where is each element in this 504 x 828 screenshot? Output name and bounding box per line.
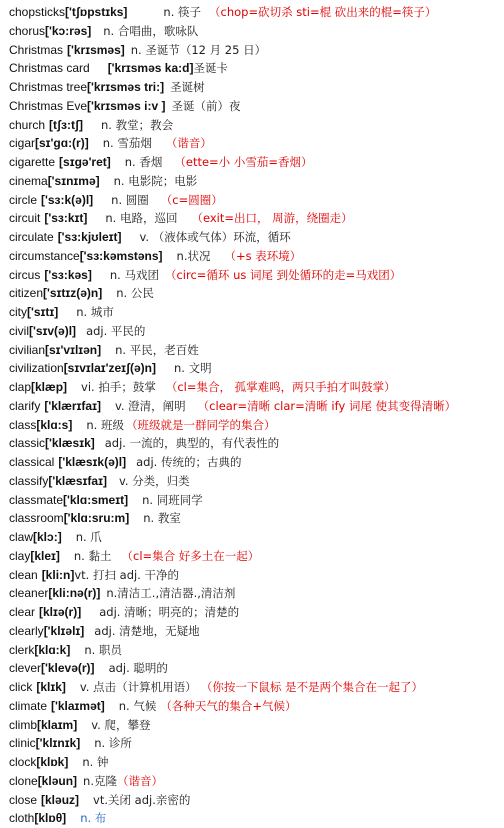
vocab-entry bbox=[9, 772, 504, 791]
vocab-entry bbox=[9, 322, 504, 341]
vocab-entry bbox=[9, 134, 504, 153]
entry-mnemonic-note: （clear=清晰 clar=清晰 ify 词尾 使其变得清晰） bbox=[197, 398, 457, 413]
entry-mnemonic-note: （ette=小 小雪茄=香烟） bbox=[174, 155, 313, 169]
entry-phonetic: ['sɪv(ə)l] bbox=[29, 323, 77, 338]
entry-word: classical bbox=[9, 455, 55, 469]
entry-definition: n.克隆 bbox=[83, 773, 117, 788]
entry-definition: v. 分类，归类 bbox=[118, 473, 190, 488]
entry-word: claw bbox=[9, 530, 34, 544]
entry-phonetic: [klɒk] bbox=[36, 755, 69, 769]
vocab-entry bbox=[9, 284, 504, 303]
entry-definition: n. 班级 bbox=[86, 417, 124, 432]
entry-mnemonic-note: （cl=集合 好多土在一起） bbox=[121, 548, 260, 563]
vocab-entry bbox=[9, 359, 504, 378]
entry-phonetic: [klaɪm] bbox=[37, 717, 78, 732]
entry-word: climb bbox=[9, 717, 38, 732]
entry-phonetic: ['tʃɒpstɪks] bbox=[65, 5, 128, 19]
vocab-entry bbox=[9, 641, 504, 660]
entry-phonetic: ['sɜ:k(ə)l] bbox=[41, 192, 94, 207]
entry-word: circulate bbox=[9, 230, 54, 244]
entry-word: Christmas card bbox=[9, 61, 90, 76]
vocab-entry bbox=[9, 791, 504, 810]
entry-mnemonic-note: （circ=循环 us 词尾 到处循环的走=马戏团） bbox=[164, 267, 402, 282]
entry-phonetic: ['klɪnɪk] bbox=[35, 736, 81, 751]
vocab-entry bbox=[9, 584, 504, 603]
entry-word: climate bbox=[9, 698, 48, 713]
vocab-entry bbox=[9, 78, 504, 97]
entry-phonetic: [tʃɜ:tʃ] bbox=[49, 117, 83, 132]
entry-definition: 圣诞（前）夜 bbox=[171, 98, 241, 113]
entry-definition: n.清洁工.,清洁器.,清洁剂 bbox=[106, 586, 236, 601]
entry-phonetic: ['krɪsməs i:v ] bbox=[87, 98, 166, 113]
vocab-entry bbox=[9, 753, 504, 772]
entry-definition: n. 文明 bbox=[174, 361, 212, 376]
entry-phonetic: [kləuz] bbox=[41, 792, 80, 807]
entry-definition: n. 圆圈 bbox=[111, 192, 149, 207]
entry-word: clearly bbox=[9, 623, 44, 638]
entry-word: civil bbox=[9, 323, 29, 338]
entry-phonetic: [klɑ:k] bbox=[34, 642, 71, 657]
entry-word: clinic bbox=[9, 736, 36, 751]
entry-word: citizen bbox=[9, 286, 44, 301]
vocab-entry bbox=[9, 809, 504, 828]
entry-mnemonic-note: （你按一下鼠标 是不是两个集合在一起了） bbox=[206, 680, 424, 694]
entry-definition: n. 电影院；电影 bbox=[113, 173, 198, 188]
vocab-entry bbox=[9, 603, 504, 622]
vocab-entry bbox=[9, 191, 504, 210]
entry-phonetic: [klɔ:] bbox=[33, 530, 62, 544]
entry-mnemonic-note: （各种天气的集合+气候） bbox=[160, 698, 297, 713]
entry-definition: vt.关闭 adj.亲密的 bbox=[93, 792, 191, 807]
vocab-entry bbox=[9, 509, 504, 528]
entry-word: classmate bbox=[9, 492, 64, 507]
entry-phonetic: [klɪk] bbox=[36, 680, 66, 694]
entry-phonetic: ['sɪtɪ] bbox=[27, 305, 59, 319]
vocab-entry bbox=[9, 3, 504, 22]
entry-word: circle bbox=[9, 192, 38, 207]
entry-phonetic: ['klæsɪfaɪ] bbox=[48, 473, 107, 488]
entry-word: cleaner bbox=[9, 586, 49, 601]
vocab-entry bbox=[9, 716, 504, 735]
entry-word: Christmas Eve bbox=[9, 98, 88, 113]
entry-definition: n. 平民，老百姓 bbox=[115, 342, 199, 357]
entry-mnemonic-note: （cl=集合， 孤掌难鸣，两只手拍才叫鼓掌） bbox=[165, 380, 396, 394]
entry-definition: n. 教室 bbox=[143, 511, 181, 526]
entry-phonetic: [kləun] bbox=[37, 773, 78, 788]
entry-word: clerk bbox=[9, 642, 35, 657]
entry-mnemonic-note: （谐音） bbox=[116, 773, 163, 788]
entry-definition: adj. 聪明的 bbox=[108, 661, 168, 676]
entry-mnemonic-note: （谐音） bbox=[165, 136, 212, 151]
entry-word: clock bbox=[9, 755, 37, 769]
entry-definition: n. 钟 bbox=[82, 755, 109, 769]
entry-definition: n. 合唱曲，歌咏队 bbox=[103, 23, 199, 38]
entry-phonetic: ['kɔ:rəs] bbox=[45, 23, 92, 38]
entry-mnemonic-note: （班级就是一群同学的集合） bbox=[125, 417, 276, 432]
entry-definition: adj. 平民的 bbox=[86, 323, 146, 338]
vocab-entry bbox=[9, 41, 504, 60]
entry-word: close bbox=[9, 792, 38, 807]
vocab-entry bbox=[9, 153, 504, 172]
entry-definition: vi. 拍手；鼓掌 bbox=[81, 380, 156, 394]
vocab-entry bbox=[9, 172, 504, 191]
entry-phonetic: ['krɪsməs ka:d] bbox=[107, 61, 194, 76]
vocab-entry bbox=[9, 228, 504, 247]
entry-word: chorus bbox=[9, 23, 46, 38]
entry-phonetic: [kli:nə(r)] bbox=[48, 586, 101, 601]
vocab-entry bbox=[9, 547, 504, 566]
entry-phonetic: [sɪvɪlaɪ'zeɪʃ(ə)n] bbox=[63, 361, 157, 376]
entry-phonetic: ['klevə(r)] bbox=[41, 661, 95, 676]
entry-word: Christmas tree bbox=[9, 80, 88, 94]
entry-phonetic: [sɪgə'ret] bbox=[59, 155, 111, 169]
vocab-entry bbox=[9, 22, 504, 41]
entry-definition: v. 点击（计算机用语） bbox=[79, 680, 197, 694]
vocab-entry bbox=[9, 622, 504, 641]
vocab-entry bbox=[9, 734, 504, 753]
vocab-entry bbox=[9, 678, 504, 697]
vocab-entry bbox=[9, 472, 504, 491]
vocab-entry bbox=[9, 378, 504, 397]
entry-phonetic: ['klaɪmət] bbox=[51, 698, 105, 713]
entry-mnemonic-note: （+s 表环境） bbox=[224, 248, 302, 263]
entry-word: civilian bbox=[9, 342, 46, 357]
entry-definition: v. （液体或气体）环流，循环 bbox=[139, 230, 291, 244]
entry-word: clap bbox=[9, 380, 32, 394]
entry-word: circumstance bbox=[9, 248, 80, 263]
entry-word: chopsticks bbox=[9, 5, 66, 19]
entry-word: class bbox=[9, 417, 37, 432]
entry-word: cloth bbox=[9, 811, 35, 826]
entry-definition: n. 香烟 bbox=[124, 155, 163, 169]
entry-definition: 圣诞卡 bbox=[193, 61, 228, 76]
vocab-entry bbox=[9, 97, 504, 116]
entry-word: cinema bbox=[9, 173, 48, 188]
entry-mnemonic-note: （exit=出口， 周游，绕圈走） bbox=[191, 211, 353, 226]
entry-phonetic: ['sɪnɪmə] bbox=[47, 173, 100, 188]
vocab-entry bbox=[9, 341, 504, 360]
entry-phonetic: ['sɜ:kəmstəns] bbox=[79, 248, 163, 263]
entry-phonetic: ['krɪsməs tri:] bbox=[87, 80, 165, 94]
entry-phonetic: [klɑ:s] bbox=[36, 417, 73, 432]
entry-phonetic: [klæp] bbox=[31, 380, 68, 394]
entry-definition: n. 黏土 bbox=[73, 548, 112, 563]
entry-definition: n. 诊所 bbox=[94, 736, 132, 751]
entry-word: cigar bbox=[9, 136, 36, 151]
entry-word: clean bbox=[9, 567, 38, 582]
entry-phonetic: ['klɑ:sru:m] bbox=[63, 511, 130, 526]
entry-phonetic: [sɪ'vɪlɪən] bbox=[45, 342, 102, 357]
entry-definition: n. 布 bbox=[80, 811, 107, 826]
entry-definition: v. 澄清，阐明 bbox=[114, 398, 186, 413]
entry-definition: n. 马戏团 bbox=[109, 267, 159, 282]
entry-definition: n. 公民 bbox=[116, 286, 154, 301]
entry-word: click bbox=[9, 680, 33, 694]
entry-definition: n. 城市 bbox=[76, 305, 114, 319]
entry-phonetic: ['klæsɪk(ə)l] bbox=[58, 455, 127, 469]
vocab-entry bbox=[9, 397, 504, 416]
entry-phonetic: ['krɪsməs] bbox=[67, 42, 125, 57]
vocab-entry bbox=[9, 59, 504, 78]
entry-phonetic: ['sɜ:kjʊleɪt] bbox=[57, 230, 122, 244]
vocab-entry bbox=[9, 453, 504, 472]
entry-definition: adj. 一流的，典型的，有代表性的 bbox=[104, 436, 280, 451]
entry-phonetic: [klɒθ] bbox=[34, 811, 67, 826]
entry-word: circus bbox=[9, 267, 41, 282]
entry-word: classic bbox=[9, 436, 46, 451]
entry-phonetic: [kleɪ] bbox=[30, 548, 60, 563]
vocab-entry bbox=[9, 247, 504, 266]
entry-phonetic: ['klærɪfaɪ] bbox=[44, 398, 101, 413]
entry-definition: n. 爪 bbox=[75, 530, 102, 544]
entry-definition: n. 气候 bbox=[118, 698, 157, 713]
entry-word: clever bbox=[9, 661, 42, 676]
entry-definition: n. 筷子 bbox=[163, 5, 202, 19]
entry-definition: n. 教堂；教会 bbox=[100, 117, 174, 132]
vocab-entry bbox=[9, 659, 504, 678]
entry-definition: n. 圣诞节（12 月 25 日） bbox=[130, 42, 267, 57]
vocab-entry bbox=[9, 566, 504, 585]
entry-word: circuit bbox=[9, 211, 41, 226]
entry-definition: n.状况 bbox=[176, 248, 211, 263]
vocab-entry bbox=[9, 266, 504, 285]
entry-word: cigarette bbox=[9, 155, 56, 169]
entry-definition: 圣诞树 bbox=[170, 80, 205, 94]
vocab-entry bbox=[9, 416, 504, 435]
entry-word: church bbox=[9, 117, 46, 132]
entry-phonetic: [kli:n] bbox=[41, 567, 75, 582]
entry-word: clay bbox=[9, 548, 31, 563]
entry-definition: n. 职员 bbox=[84, 642, 122, 657]
entry-definition: vt. 打扫 adj. 干净的 bbox=[74, 567, 179, 582]
entry-word: clarify bbox=[9, 398, 41, 413]
entry-phonetic: [sɪ'gɑ:(r)] bbox=[35, 136, 89, 151]
entry-phonetic: ['klɑ:smeɪt] bbox=[63, 492, 129, 507]
entry-word: civilization bbox=[9, 361, 64, 376]
entry-mnemonic-note: （chop=砍切杀 sti=棍 砍出来的棍=筷子） bbox=[209, 5, 437, 19]
vocab-entry bbox=[9, 528, 504, 547]
vocab-entry bbox=[9, 491, 504, 510]
vocab-entry bbox=[9, 303, 504, 322]
entry-definition: n. 雪茄烟 bbox=[102, 136, 152, 151]
entry-word: clone bbox=[9, 773, 38, 788]
entry-phonetic: ['sɜ:kəs] bbox=[44, 267, 92, 282]
entry-word: classify bbox=[9, 473, 49, 488]
entry-word: clear bbox=[9, 605, 36, 619]
entry-definition: v. 爬，攀登 bbox=[91, 717, 151, 732]
vocab-entry bbox=[9, 209, 504, 228]
entry-phonetic: ['sɪtɪz(ə)n] bbox=[43, 286, 103, 301]
entry-definition: adj. 清楚地，无疑地 bbox=[94, 623, 200, 638]
entry-definition: n. 同班同学 bbox=[142, 492, 203, 507]
entry-phonetic: ['klæsɪk] bbox=[45, 436, 95, 451]
vocab-entry bbox=[9, 116, 504, 135]
entry-phonetic: [klɪə(r)] bbox=[39, 605, 82, 619]
entry-word: classroom bbox=[9, 511, 64, 526]
entry-mnemonic-note: （c=圆圈） bbox=[160, 192, 223, 207]
entry-definition: adj. 传统的；古典的 bbox=[136, 455, 242, 469]
vocab-entry bbox=[9, 434, 504, 453]
entry-word: city bbox=[9, 305, 27, 319]
entry-word: Christmas bbox=[9, 42, 64, 57]
entry-phonetic: ['sɜ:kɪt] bbox=[44, 211, 88, 226]
entry-phonetic: ['klɪəlɪ] bbox=[43, 623, 85, 638]
entry-definition: adj. 清晰；明亮的；清楚的 bbox=[99, 605, 240, 619]
vocab-entry bbox=[9, 697, 504, 716]
entry-definition: n. 电路，巡回 bbox=[105, 211, 178, 226]
